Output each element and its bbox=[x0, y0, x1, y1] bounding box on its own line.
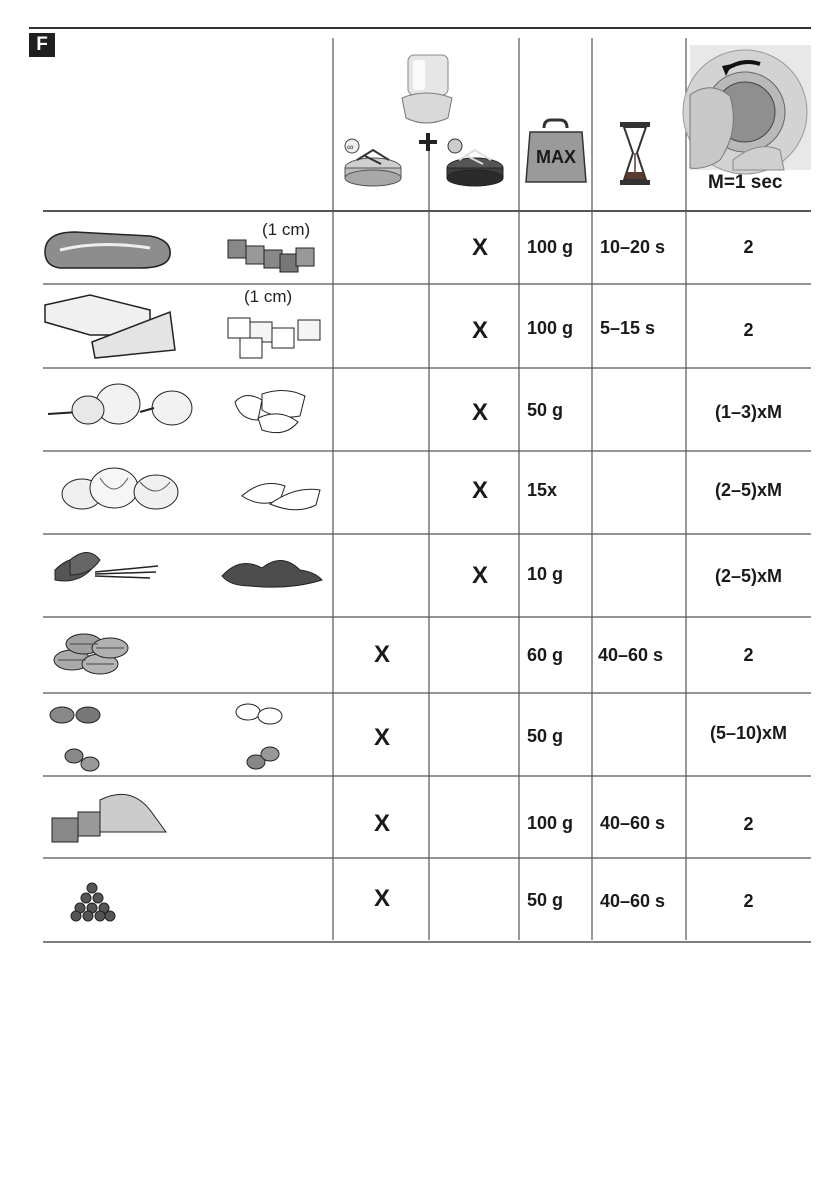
row-2-quantity: 100 g bbox=[527, 318, 574, 338]
garlic-slices-image bbox=[242, 484, 320, 510]
weight-icon-label: MAX bbox=[536, 147, 576, 167]
row-5-blade-b-mark: X bbox=[471, 562, 488, 589]
herbs-bunch-image bbox=[55, 553, 158, 582]
row-7-speed: (5–10)xM bbox=[709, 723, 788, 743]
herbs-chopped-image bbox=[222, 560, 322, 587]
pulse-label: M=1 sec bbox=[708, 172, 783, 193]
bowl-icon bbox=[402, 55, 452, 123]
section-label: F bbox=[29, 33, 55, 57]
row-2-time: 5–15 s bbox=[600, 318, 656, 338]
hourglass-icon bbox=[620, 122, 650, 185]
peppercorns-image bbox=[71, 883, 115, 921]
nuts-whole-image bbox=[50, 707, 100, 771]
row-8-quantity: 100 g bbox=[527, 813, 574, 833]
row-6-blade-a-mark: X bbox=[373, 641, 390, 668]
sugar-image bbox=[52, 794, 166, 842]
row-1-blade-b-mark: X bbox=[471, 234, 488, 261]
row-8-time: 40–60 s bbox=[600, 813, 666, 833]
row-2-blade-b-mark: X bbox=[471, 317, 488, 344]
plus-icon bbox=[419, 133, 437, 151]
weight-icon bbox=[526, 120, 586, 182]
row-1-size-note: (1 cm) bbox=[262, 220, 311, 239]
row-5-speed: (2–5)xM bbox=[714, 566, 783, 586]
blade-insert-icon-a bbox=[345, 139, 401, 186]
blade-insert-icon-b bbox=[447, 139, 503, 186]
cheese-block-image bbox=[45, 295, 175, 358]
row-8-speed: 2 bbox=[743, 814, 754, 834]
row-4-speed: (2–5)xM bbox=[714, 480, 783, 500]
row-9-time: 40–60 s bbox=[600, 891, 666, 911]
row-7-quantity: 50 g bbox=[527, 726, 564, 746]
row-7-blade-a-mark: X bbox=[373, 724, 390, 751]
svg-text:∞: ∞ bbox=[347, 142, 354, 152]
row-1-time: 10–20 s bbox=[600, 237, 666, 257]
row-2-speed: 2 bbox=[743, 320, 754, 340]
row-5-quantity: 10 g bbox=[527, 564, 564, 584]
row-4-quantity: 15x bbox=[527, 480, 558, 500]
row-9-blade-a-mark: X bbox=[373, 885, 390, 912]
nuts-ground-image bbox=[236, 704, 282, 769]
meat-whole-image bbox=[45, 232, 170, 268]
row-2-size-note: (1 cm) bbox=[244, 287, 293, 306]
onion-pieces-image bbox=[235, 390, 305, 432]
row-3-quantity: 50 g bbox=[527, 400, 564, 420]
row-1-speed: 2 bbox=[743, 237, 754, 257]
speed-dial-icon bbox=[683, 45, 811, 174]
row-4-blade-b-mark: X bbox=[471, 477, 488, 504]
row-8-blade-a-mark: X bbox=[373, 810, 390, 837]
onions-whole-image bbox=[48, 384, 192, 425]
row-6-quantity: 60 g bbox=[527, 645, 564, 665]
row-6-time: 40–60 s bbox=[598, 645, 664, 665]
row-9-quantity: 50 g bbox=[527, 890, 564, 910]
row-9-speed: 2 bbox=[743, 891, 754, 911]
row-6-speed: 2 bbox=[743, 645, 754, 665]
coffee-beans-image bbox=[54, 634, 128, 674]
row-3-speed: (1–3)xM bbox=[714, 402, 783, 422]
row-3-blade-b-mark: X bbox=[471, 399, 488, 426]
row-1-quantity: 100 g bbox=[527, 237, 574, 257]
garlic-whole-image bbox=[62, 468, 178, 509]
meat-cubes-image bbox=[228, 240, 314, 272]
cheese-cubes-image bbox=[228, 318, 320, 358]
